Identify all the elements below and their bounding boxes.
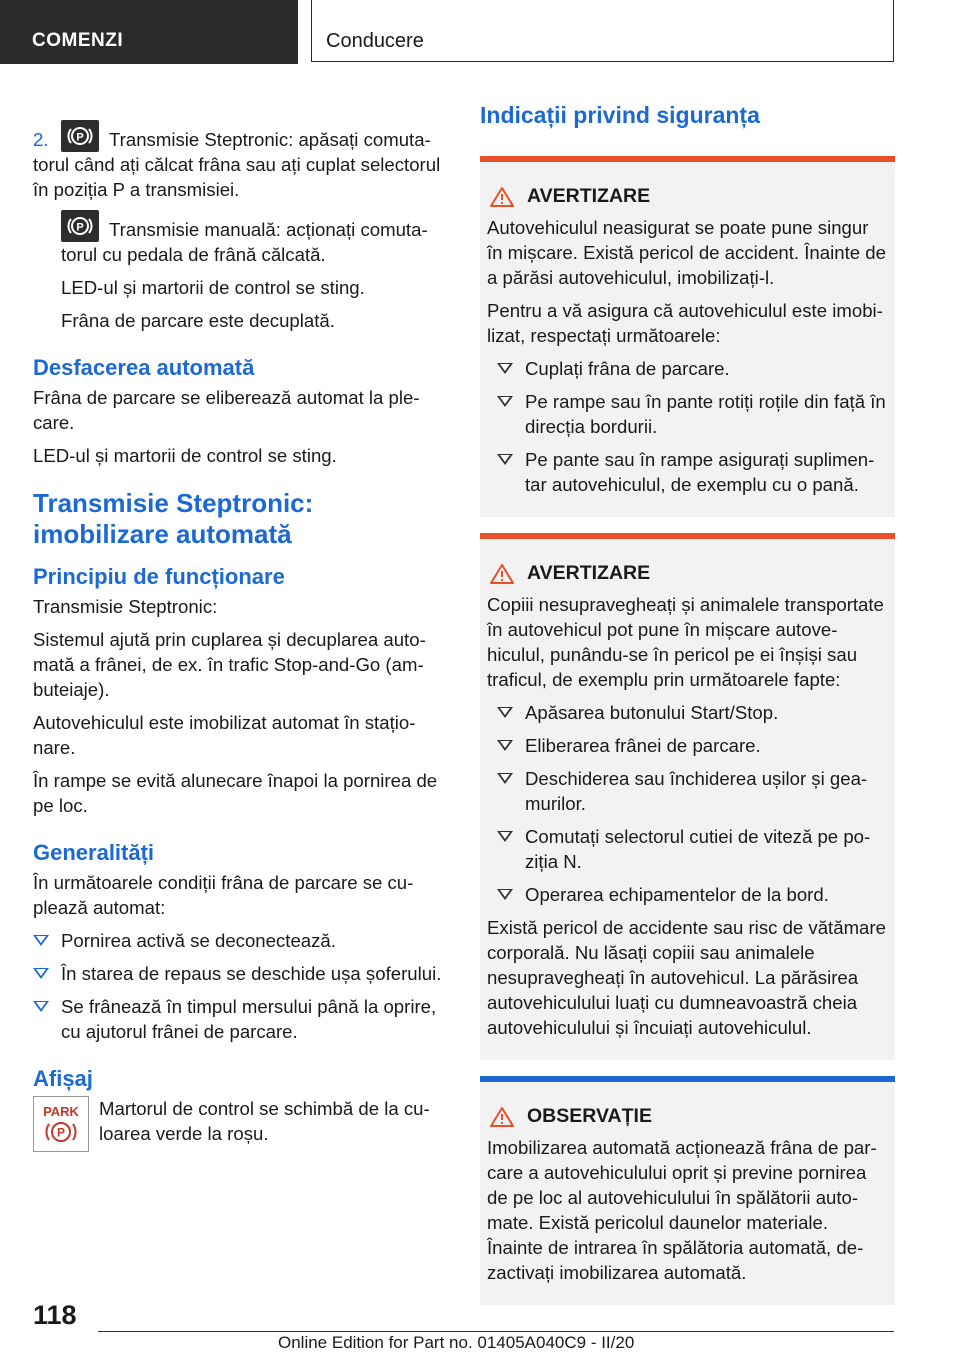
main-heading: Transmisie Steptronic: imobilizare automată [33,488,314,549]
svg-text:P: P [56,1125,66,1140]
bullet-triangle-icon [497,363,513,374]
principle-text-3: Autovehiculul este imobilizat automat în staționare. [33,712,416,758]
list-item: Apăsarea butonului Start/Stop. [497,700,888,725]
principle-heading: Principiu de funcționare [33,564,285,589]
list-item: În starea de repaus se deschide ușa șoferului. [33,961,448,986]
list-item: Pornirea activă se deconectează. [33,928,448,953]
bullet-triangle-icon [33,935,49,946]
header-section-tab [0,0,298,64]
warning-triangle-icon [489,186,515,208]
step-2-steptronic-text: Transmisie Steptronic: apăsați comutatorul când ați călcat frâna sau ați cuplat selectorul în poziția P a transmisiei. [33,129,441,200]
footer-edition: Online Edition for Part no. 01405A040C9 - II/20 [278,1333,635,1352]
left-column [33,120,448,1156]
general-heading: Generalități [33,840,155,865]
list-item: Cuplați frâna de parcare. [497,356,888,381]
warning-2-text-1: Copiii nesupravegheați și animalele transportate în autovehicul pot pune în mișcare autovehiculul, punându-se în pericol pe ei înșiși sau traficul, de exemplu prin următoarele fapte: [487,594,884,690]
bullet-triangle-icon [33,968,49,979]
parking-brake-switch-icon [61,120,99,152]
header-chapter-tab [311,0,894,62]
warning-box-1 [480,156,895,517]
bullet-triangle-icon [497,831,513,842]
parking-brake-switch-icon [61,210,99,242]
step-number: 2. [33,129,49,150]
svg-text:P: P [76,221,84,234]
bullet-triangle-icon [497,454,513,465]
note-title: OBSERVAȚIE [487,1104,888,1129]
bullet-triangle-icon [497,889,513,900]
auto-release-text-1: Frâna de parcare se eliberează automat la plecare. [33,387,420,433]
step-2-released: Frâna de parcare este decuplată. [61,310,335,331]
general-intro: În următoarele condiții frâna de parcare se cuplează automat: [33,872,414,918]
right-column [480,100,895,1317]
auto-release-heading: Desfacerea automată [33,355,255,380]
step-2-manual-text: Transmisie manuală: acționați comutatorul cu pedala de frână călcată. [61,219,428,265]
bullet-triangle-icon [497,740,513,751]
bullet-triangle-icon [497,707,513,718]
display-block [33,1096,448,1156]
safety-heading: Indicații privind siguranța [480,102,760,128]
general-list [33,928,448,1044]
svg-text:P: P [76,131,84,144]
step-2-steptronic [33,120,448,202]
list-item: Operarea echipamentelor de la bord. [497,882,888,907]
warning-triangle-icon [489,563,515,585]
park-indicator-icon [33,1096,89,1152]
warning-triangle-icon [489,1106,515,1128]
warning-box-2 [480,533,895,1060]
warning-2-text-2: Există pericol de accidente sau risc de vătămare corporală. Nu lăsați copiii sau animalele nesupravegheați în autovehicul. La părăsirea autovehiculului luați cu dumneavoastră cheia autovehiculului și încuiați autovehiculul. [487,917,886,1038]
auto-release-text-2: LED-ul și martorii de control se sting. [33,445,337,466]
warning-title-2: AVERTIZARE [487,561,888,586]
step-2-manual [33,210,448,267]
note-text: Imobilizarea automată acționează frâna de parcare a autovehiculului oprit și previne pornirea de pe loc al autovehiculului în spălătorii automate. Există pericolul daunelor materiale. Înainte de intrarea în spălătoria automată, dezactivați imobilizarea automată. [487,1137,877,1283]
warning-1-text-2: Pentru a vă asigura că autovehiculul este imobilizat, respectați următoarele: [487,300,883,346]
warning-1-list [487,356,888,497]
bullet-triangle-icon [497,773,513,784]
list-item: Deschiderea sau închiderea ușilor și geamurilor. [497,766,888,816]
bullet-triangle-icon [33,1001,49,1012]
list-item: Eliberarea frânei de parcare. [497,733,888,758]
note-box [480,1076,895,1305]
principle-text-1: Transmisie Steptronic: [33,596,218,617]
bullet-triangle-icon [497,396,513,407]
list-item: Comutați selectorul cutiei de viteză pe poziția N. [497,824,888,874]
display-heading: Afișaj [33,1066,93,1091]
park-indicator-text: PARK [43,1104,79,1119]
warning-2-list [487,700,888,907]
header-section-label: COMENZI [32,30,124,51]
principle-text-4: În rampe se evită alunecare înapoi la pornirea de pe loc. [33,770,438,816]
list-item: Pe pante sau în rampe asigurați suplimentar autovehiculul, de exemplu cu o pană. [497,447,888,497]
warning-title-1: AVERTIZARE [487,184,888,209]
list-item: Se frânează în timpul mersului până la oprire, cu ajutorul frânei de parcare. [33,994,448,1044]
warning-1-text-1: Autovehiculul neasigurat se poate pune singur în mișcare. Există pericol de accident. Înainte de a părăsi autovehiculul, imobilizați-l. [487,217,886,288]
header-chapter-label: Conducere [326,30,424,52]
step-2-led: LED-ul și martorii de control se sting. [61,277,365,298]
footer-divider [98,1331,894,1332]
page-number: 118 [33,1300,77,1330]
principle-text-2: Sistemul ajută prin cuplarea și decuplarea automată a frânei, de ex. în trafic Stop-and-Go (ambuteiaje). [33,629,426,700]
display-text: Martorul de control se schimbă de la culoarea verde la roșu. [99,1098,430,1144]
list-item: Pe rampe sau în pante rotiți roțile din față în direcția bordurii. [497,389,888,439]
